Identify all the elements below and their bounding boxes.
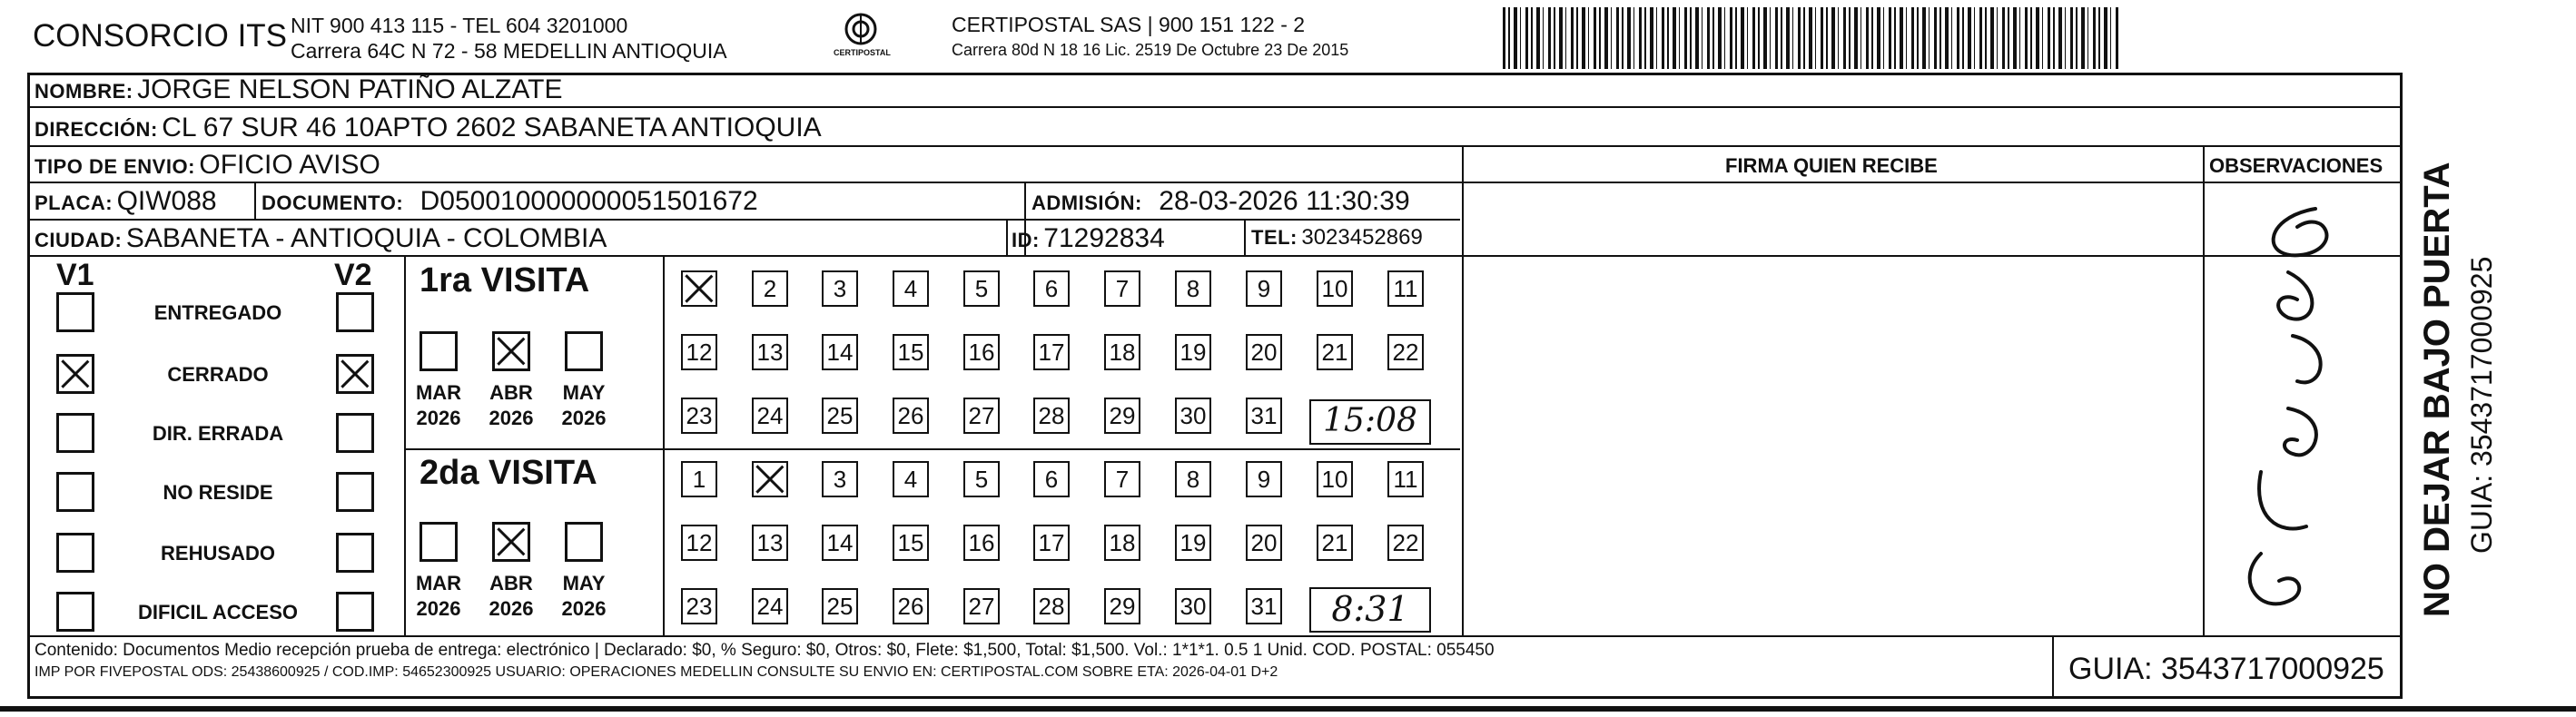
visit1-day-5[interactable]: 5 [963,270,1000,307]
visit1-day-18[interactable]: 18 [1104,334,1140,370]
logo-text: CERTIPOSTAL [834,48,891,57]
visit1-day-6[interactable]: 6 [1033,270,1070,307]
company-info [291,13,727,64]
v1-label: V1 [56,258,94,292]
id-value: 71292834 [1043,223,1165,253]
v2-checkbox-3[interactable] [336,472,374,512]
visit1-day-24[interactable]: 24 [752,398,788,434]
visit1-day-14[interactable]: 14 [822,334,858,370]
v2-checkbox-1[interactable] [336,354,374,394]
footer-guia: GUIA: 3543717000925 [2068,652,2384,686]
visit2-month-checkbox-2[interactable] [565,522,603,562]
side-warning: NO DEJAR BAJO PUERTA [2417,162,2457,617]
side-guia: GUIA: 3543717000925 [2465,256,2498,554]
ciudad-cell [35,223,607,254]
v1-checkbox-5[interactable] [56,592,94,632]
tel-label: TEL: [1251,226,1298,249]
visit2-day-22[interactable]: 22 [1387,525,1424,561]
status-label-4: REHUSADO [161,542,275,565]
id-label: ID: [1012,229,1040,251]
placa-cell [35,186,217,217]
visit2-day-31[interactable]: 31 [1246,588,1282,624]
v1-checkbox-1[interactable] [56,354,94,394]
visit1-day-29[interactable]: 29 [1104,398,1140,434]
documento-cell [262,186,758,217]
visit1-day-7[interactable]: 7 [1104,270,1140,307]
visit2-day-13[interactable]: 13 [752,525,788,561]
visit2-day-21[interactable]: 21 [1317,525,1353,561]
v1-checkbox-0[interactable] [56,292,94,332]
v1-checkbox-3[interactable] [56,472,94,512]
visit2-month-label-0: MAR [415,572,462,594]
visit2-day-27[interactable]: 27 [963,588,1000,624]
visit2-day-6[interactable]: 6 [1033,461,1070,497]
visit2-day-20[interactable]: 20 [1246,525,1282,561]
direccion-value: CL 67 SUR 46 10APTO 2602 SABANETA ANTIOQUIA [162,113,822,142]
visit1-day-26[interactable]: 26 [893,398,929,434]
visit1-day-11[interactable]: 11 [1387,270,1424,307]
visit1-day-27[interactable]: 27 [963,398,1000,434]
visit1-day-20[interactable]: 20 [1246,334,1282,370]
placa-value: QIW088 [116,186,217,216]
certipostal-info [952,13,1348,60]
address-line: Carrera 64C N 72 - 58 MEDELLIN ANTIOQUIA [291,39,727,63]
visit1-day-17[interactable]: 17 [1033,334,1070,370]
visit1-day-16[interactable]: 16 [963,334,1000,370]
visit2-day-7[interactable]: 7 [1104,461,1140,497]
visit2-time: 8:31 [1309,587,1431,633]
ciudad-label: CIUDAD: [35,229,123,251]
ciudad-value: SABANETA - ANTIOQUIA - COLOMBIA [125,223,607,253]
visit1-day-21[interactable]: 21 [1317,334,1353,370]
v2-label: V2 [334,258,372,292]
admision-value: 28-03-2026 11:30:39 [1159,186,1410,216]
footer-imp: IMP POR FIVEPOSTAL ODS: 25438600925 / COD.IMP: 54652300925 USUARIO: OPERACIONES MEDELLIN CONSULTE SU ENVIO EN: CERTIPOSTAL.COM SOBRE ETA: 2026-04-01 D+2 [35,664,1278,680]
status-label-0: ENTREGADO [153,301,282,324]
visit1-day-1[interactable] [681,270,717,307]
visit2-day-2[interactable] [752,461,788,497]
visit1-title: 1ra VISITA [419,261,590,300]
visit2-day-1[interactable]: 1 [681,461,717,497]
bottom-rule [0,706,2576,712]
signature-image [2206,191,2379,626]
documento-value: D050010000000051501672 [419,186,758,216]
visit2-year-label-0: 2026 [416,597,461,620]
firma-header: FIRMA QUIEN RECIBE [1725,154,1938,177]
v2-checkbox-2[interactable] [336,413,374,453]
v1-checkbox-2[interactable] [56,413,94,453]
observaciones-header: OBSERVACIONES [2209,154,2384,177]
visit2-month-checkbox-1[interactable] [492,522,530,562]
visit1-day-8[interactable]: 8 [1175,270,1211,307]
certipostal-address: Carrera 80d N 18 16 Lic. 2519 De Octubre 23 De 2015 [952,41,1349,59]
visit1-day-31[interactable]: 31 [1246,398,1282,434]
visit1-time: 15:08 [1309,399,1431,445]
visit2-day-9[interactable]: 9 [1246,461,1282,497]
visit1-month-checkbox-1[interactable] [492,331,530,371]
direccion-label: DIRECCIÓN: [35,118,158,141]
id-cell [1012,223,1165,254]
visit2-year-label-2: 2026 [561,597,607,620]
status-label-3: NO RESIDE [163,481,273,504]
tipo-value: OFICIO AVISO [199,150,380,180]
nit-line: NIT 900 413 115 - TEL 604 3201000 [291,14,628,37]
nombre-label: NOMBRE: [35,80,133,103]
admision-label: ADMISIÓN: [1031,192,1142,214]
visit2-day-5[interactable]: 5 [963,461,1000,497]
v2-checkbox-0[interactable] [336,292,374,332]
visit2-day-26[interactable]: 26 [893,588,929,624]
visit2-day-3[interactable]: 3 [822,461,858,497]
visit2-day-17[interactable]: 17 [1033,525,1070,561]
visit1-month-label-0: MAR [415,381,462,404]
visit1-month-checkbox-2[interactable] [565,331,603,371]
label-frame [27,73,2403,699]
visit1-day-28[interactable]: 28 [1033,398,1070,434]
visit2-day-4[interactable]: 4 [893,461,929,497]
visit2-day-24[interactable]: 24 [752,588,788,624]
visit1-day-10[interactable]: 10 [1317,270,1353,307]
visit2-day-12[interactable]: 12 [681,525,717,561]
certipostal-line: CERTIPOSTAL SAS | 900 151 122 - 2 [952,13,1306,36]
v2-checkbox-4[interactable] [336,533,374,573]
visit1-day-23[interactable]: 23 [681,398,717,434]
certipostal-logo [834,11,891,57]
visit1-day-15[interactable]: 15 [893,334,929,370]
logo-icon [843,11,879,47]
visit2-month-checkbox-0[interactable] [419,522,458,562]
v2-checkbox-5[interactable] [336,592,374,632]
visit2-day-19[interactable]: 19 [1175,525,1211,561]
status-label-2: DIR. ERRADA [152,422,284,445]
visit2-month-label-1: ABR [489,572,533,594]
visit2-year-label-1: 2026 [489,597,534,620]
nombre-row [35,74,563,105]
nombre-value: JORGE NELSON PATIÑO ALZATE [137,74,563,104]
documento-label: DOCUMENTO: [262,192,404,214]
visit2-day-28[interactable]: 28 [1033,588,1070,624]
visit2-day-15[interactable]: 15 [893,525,929,561]
tipo-label: TIPO DE ENVIO: [35,155,195,178]
visit1-year-label-2: 2026 [561,407,607,429]
visit2-day-30[interactable]: 30 [1175,588,1211,624]
visit2-day-29[interactable]: 29 [1104,588,1140,624]
visit2-month-label-2: MAY [562,572,606,594]
visit1-year-label-1: 2026 [489,407,534,429]
visit1-day-13[interactable]: 13 [752,334,788,370]
admision-cell [1031,186,1410,217]
visit1-day-19[interactable]: 19 [1175,334,1211,370]
visit2-day-10[interactable]: 10 [1317,461,1353,497]
placa-label: PLACA: [35,192,114,214]
tipo-row [35,150,380,181]
barcode [1503,7,2120,69]
visit2-day-11[interactable]: 11 [1387,461,1424,497]
visit2-title: 2da VISITA [419,454,597,492]
visit1-month-label-2: MAY [562,381,606,404]
footer-content: Contenido: Documentos Medio recepción prueba de entrega: electrónico | Declarado: $0, % Seguro: $0, Otros: $0, Flete: $1,500, Total: $1,500. Vol.: 1*1*1. 0.5 1 Unid. COD. POSTAL: 055450 [35,641,1495,660]
visit2-day-14[interactable]: 14 [822,525,858,561]
visit1-year-label-0: 2026 [416,407,461,429]
visit1-day-9[interactable]: 9 [1246,270,1282,307]
visit2-day-23[interactable]: 23 [681,588,717,624]
status-label-1: CERRADO [167,363,269,386]
tel-value: 3023452869 [1301,225,1423,250]
visit1-day-12[interactable]: 12 [681,334,717,370]
visit1-day-4[interactable]: 4 [893,270,929,307]
visit2-day-16[interactable]: 16 [963,525,1000,561]
direccion-row [35,113,822,143]
visit1-day-30[interactable]: 30 [1175,398,1211,434]
company-name: CONSORCIO ITS [33,18,288,54]
visit1-day-3[interactable]: 3 [822,270,858,307]
visit2-day-25[interactable]: 25 [822,588,858,624]
visit1-month-checkbox-0[interactable] [419,331,458,371]
visit1-day-22[interactable]: 22 [1387,334,1424,370]
visit1-day-25[interactable]: 25 [822,398,858,434]
visit2-day-18[interactable]: 18 [1104,525,1140,561]
visit1-month-label-1: ABR [489,381,533,404]
visit1-day-2[interactable]: 2 [752,270,788,307]
v1-checkbox-4[interactable] [56,533,94,573]
visit2-day-8[interactable]: 8 [1175,461,1211,497]
tel-cell [1251,225,1423,250]
status-label-5: DIFICIL ACCESO [137,601,298,624]
